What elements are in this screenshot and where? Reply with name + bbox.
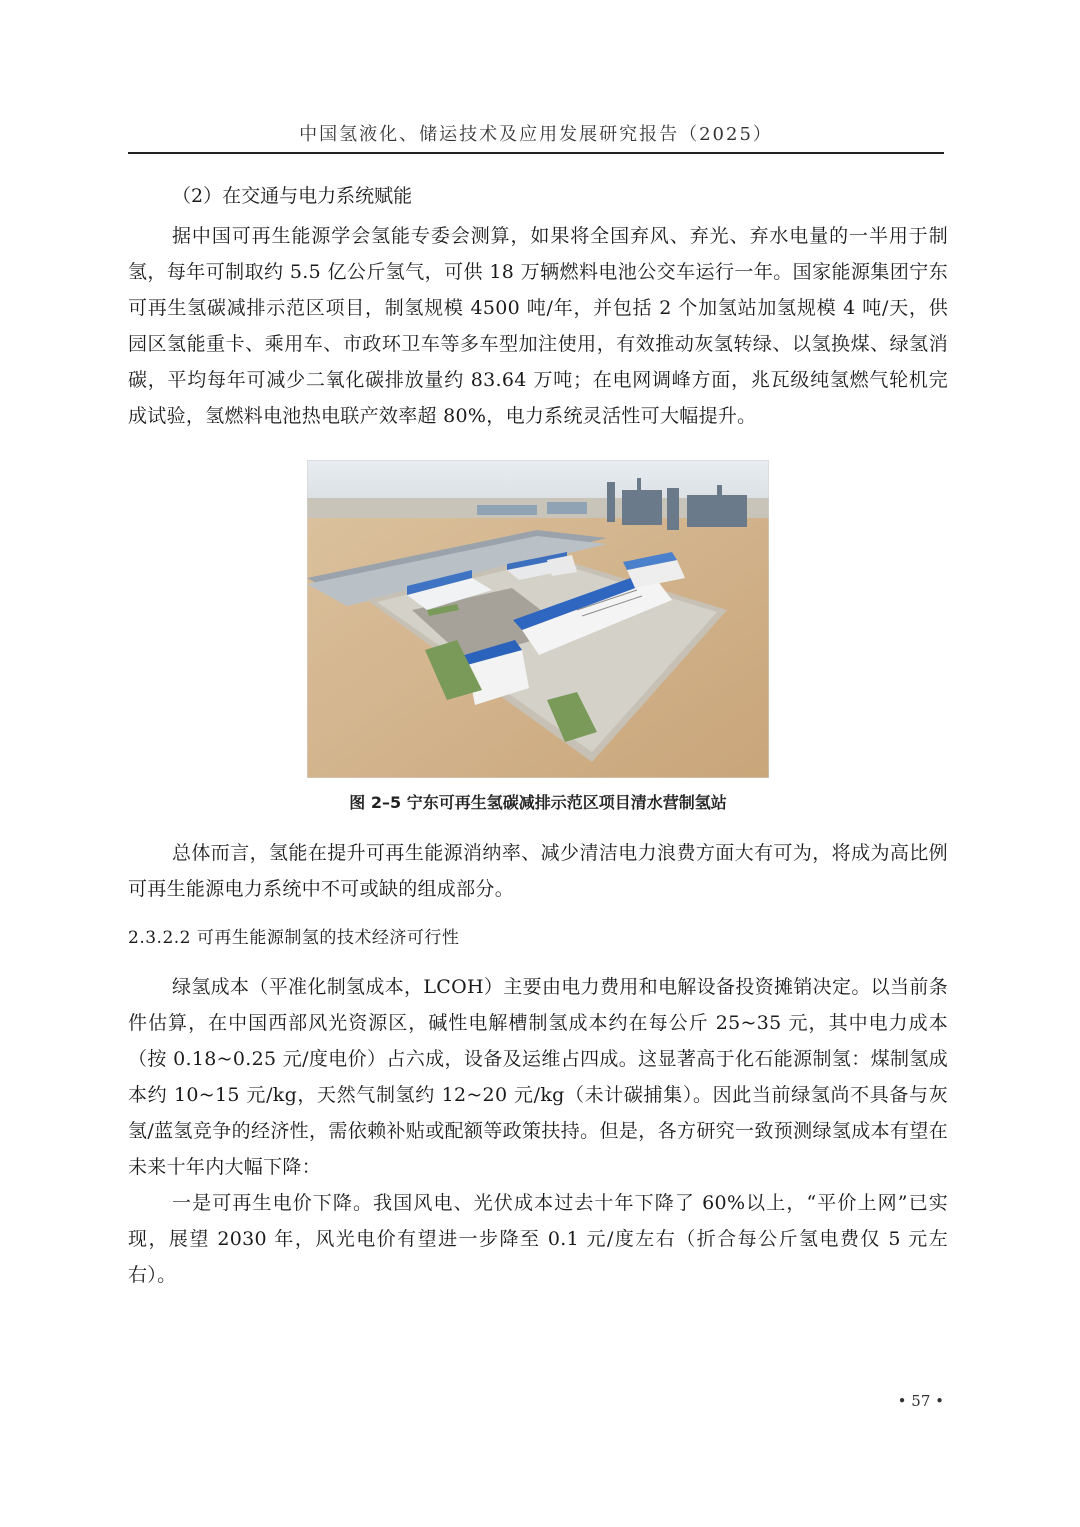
header-rule — [128, 152, 944, 154]
hydrogen-plant-photo — [307, 460, 769, 778]
subsection-heading: （2）在交通与电力系统赋能 — [172, 185, 413, 207]
page-content — [128, 178, 948, 1293]
paragraph-lcoh: 绿氢成本（平准化制氢成本，LCOH）主要由电力费用和电解设备投资摊销决定。以当前条件估算，在中国西部风光资源区，碱性电解槽制氢成本约在每公斤 25~35 元，其中电力成本（按 0.18~0.25 元/度电价）占六成，设备及运维占四成。这显著高于化石能源制氢：煤制氢成本约 10~15 元/kg，天然气制氢约 12~20 元/kg（未计碳捕集）。因此当前绿氢尚不具备与灰氢/蓝氢竞争的经济性，需依赖补贴或配额等政策扶持。但是，各方研究一致预测绿氢成本有望在未来十年内大幅下降： — [128, 976, 948, 1178]
section-heading: 2.3.2.2 可再生能源制氢的技术经济可行性 — [128, 928, 460, 948]
figure — [128, 460, 948, 813]
paragraph-summary: 总体而言，氢能在提升可再生能源消纳率、减少清洁电力浪费方面大有可为，将成为高比例可再生能源电力系统中不可或缺的组成部分。 — [128, 842, 948, 900]
figure-caption: 图 2–5 宁东可再生氢碳减排示范区项目清水营制氢站 — [349, 793, 727, 812]
paragraph-renewable-price: 一是可再生电价下降。我国风电、光伏成本过去十年下降了 60%以上，“平价上网”已实现，展望 2030 年，风光电价有望进一步降至 0.1 元/度左右（折合每公斤氢电费仅 5 元左右）。 — [128, 1192, 948, 1286]
paragraph-transport-power: 据中国可再生能源学会氢能专委会测算，如果将全国弃风、弃光、弃水电量的一半用于制氢，每年可制取约 5.5 亿公斤氢气，可供 18 万辆燃料电池公交车运行一年。国家能源集团宁东可再生氢碳减排示范区项目，制氢规模 4500 吨/年，并包括 2 个加氢站加氢规模 4 吨/天，供园区氢能重卡、乘用车、市政环卫车等多车型加注使用，有效推动灰氢转绿、以氢换煤、绿氢消碳，平均每年可减少二氧化碳排放量约 83.64 万吨；在电网调峰方面，兆瓦级纯氢燃气轮机完成试验，氢燃料电池热电联产效率超 80%，电力系统灵活性可大幅提升。 — [128, 225, 948, 427]
running-header: 中国氢液化、储运技术及应用发展研究报告（2025） — [299, 124, 773, 145]
page-number: • 57 • — [897, 1392, 944, 1410]
